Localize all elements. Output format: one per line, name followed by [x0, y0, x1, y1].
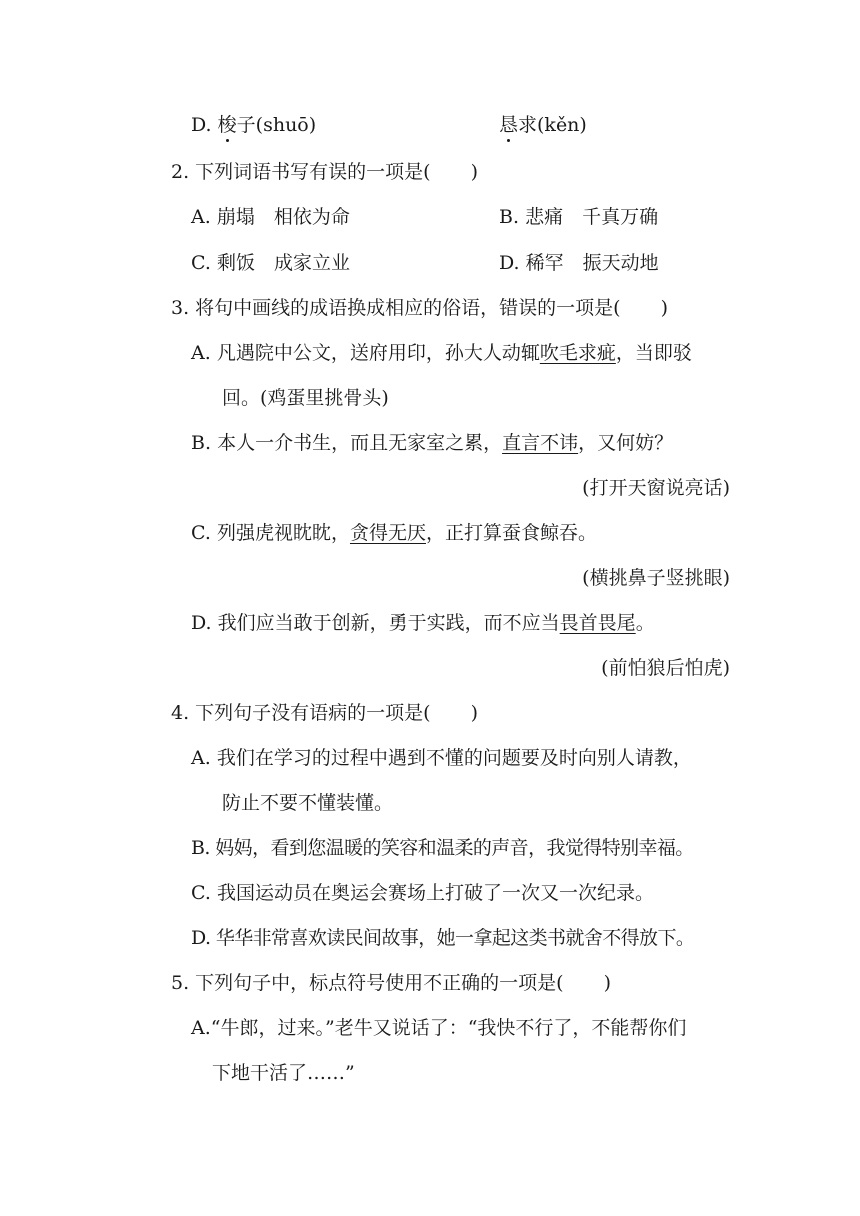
- option-text: 妈妈，看到您温暖的笑容和温柔的声音，我觉得特别幸福。: [215, 837, 694, 859]
- dotted-char: 恳: [499, 114, 519, 136]
- option-text: 我们在学习的过程中遇到不懂的问题要及时向别人请教，: [216, 747, 692, 769]
- q1-option-d: [191, 112, 316, 138]
- option-label: A.: [191, 747, 211, 769]
- option-text: 稀罕 振天动地: [525, 252, 659, 274]
- option-text: 我们应当敢于创新，勇于实践，而不应当: [217, 612, 560, 634]
- option-text: ，又何妨？: [578, 432, 674, 454]
- question-text: 3. 将句中画线的成语换成相应的俗语，错误的一项是(: [171, 297, 621, 319]
- option-text: 本人一介书生，而且无家室之累，: [217, 432, 503, 454]
- option-label: C.: [191, 252, 211, 274]
- dotted-char: 梭: [217, 114, 237, 136]
- question-close: ): [470, 161, 479, 183]
- q3-option-c: [191, 520, 597, 546]
- option-label: B.: [191, 837, 210, 859]
- q2-option-a: [191, 204, 350, 230]
- option-label: A.: [191, 1017, 211, 1039]
- option-label: A.: [191, 206, 211, 228]
- q5-option-a: [191, 1015, 686, 1041]
- q3-option-b-proverb: (打开天窗说亮话): [582, 477, 730, 499]
- q4-option-d: [191, 925, 694, 951]
- underlined-idiom: 畏首畏尾: [559, 612, 636, 634]
- option-text: 崩塌 相依为命: [216, 206, 350, 228]
- option-text: 。: [635, 612, 655, 634]
- question-2-stem: [171, 159, 478, 185]
- option-label: C.: [191, 882, 211, 904]
- question-text: 5. 下列句子中，标点符号使用不正确的一项是(: [171, 972, 564, 994]
- option-label: C.: [191, 522, 211, 544]
- option-text: 华华非常喜欢读民间故事，她一拿起这类书就舍不得放下。: [215, 927, 695, 949]
- question-close: ): [603, 972, 612, 994]
- underlined-idiom: 直言不讳: [502, 432, 579, 454]
- q3-option-a-cont: 回。(鸡蛋里挑骨头): [222, 387, 389, 409]
- q2-option-c: [191, 250, 350, 276]
- option-text: 凡遇院中公文，送府用印，孙大人动辄: [216, 342, 540, 364]
- question-text: 2. 下列词语书写有误的一项是(: [171, 161, 431, 183]
- q3-option-c-proverb: (横挑鼻子竖挑眼): [582, 567, 730, 589]
- question-5-stem: [171, 970, 611, 996]
- question-3-stem: [171, 295, 668, 321]
- option-text: “牛郎，过来。”老牛又说话了：“我快不行了，不能帮你们: [210, 1017, 687, 1039]
- option-label: D.: [499, 252, 520, 274]
- q4-option-c: [191, 880, 654, 906]
- word-pinyin: 子(shuō): [236, 114, 317, 136]
- q3-option-b: [191, 430, 673, 456]
- option-label: B.: [191, 432, 212, 454]
- q4-option-b: [191, 835, 694, 861]
- q4-option-a: [191, 745, 692, 771]
- q3-option-a: [191, 340, 692, 366]
- q3-option-d: [191, 610, 655, 636]
- q2-option-d: [499, 250, 659, 276]
- q2-option-b: [499, 204, 658, 230]
- option-label: D.: [191, 114, 212, 136]
- option-text: ，当即驳: [615, 342, 692, 364]
- option-label: A.: [191, 342, 211, 364]
- option-text: 我国运动员在奥运会赛场上打破了一次又一次纪录。: [216, 882, 654, 904]
- word-pinyin: 求(kěn): [518, 114, 587, 136]
- question-text: 4. 下列句子没有语病的一项是(: [171, 702, 431, 724]
- option-label: B.: [499, 206, 520, 228]
- option-text: 剩饭 成家立业: [216, 252, 350, 274]
- option-text: 悲痛 千真万确: [525, 206, 659, 228]
- option-label: D.: [191, 927, 211, 949]
- option-text: 列强虎视眈眈，: [216, 522, 350, 544]
- question-close: ): [470, 702, 479, 724]
- underlined-idiom: 吹毛求疵: [539, 342, 616, 364]
- question-4-stem: [171, 700, 478, 726]
- option-label: D.: [191, 612, 212, 634]
- q1-option-d-word2: [499, 112, 587, 138]
- q5-option-a-cont: 下地干活了……”: [212, 1062, 355, 1084]
- q4-option-a-cont: 防止不要不懂装懂。: [222, 792, 394, 814]
- question-close: ): [660, 297, 669, 319]
- q3-option-d-proverb: (前怕狼后怕虎): [601, 657, 730, 679]
- option-text: ，正打算蚕食鲸吞。: [425, 522, 597, 544]
- underlined-idiom: 贪得无厌: [349, 522, 426, 544]
